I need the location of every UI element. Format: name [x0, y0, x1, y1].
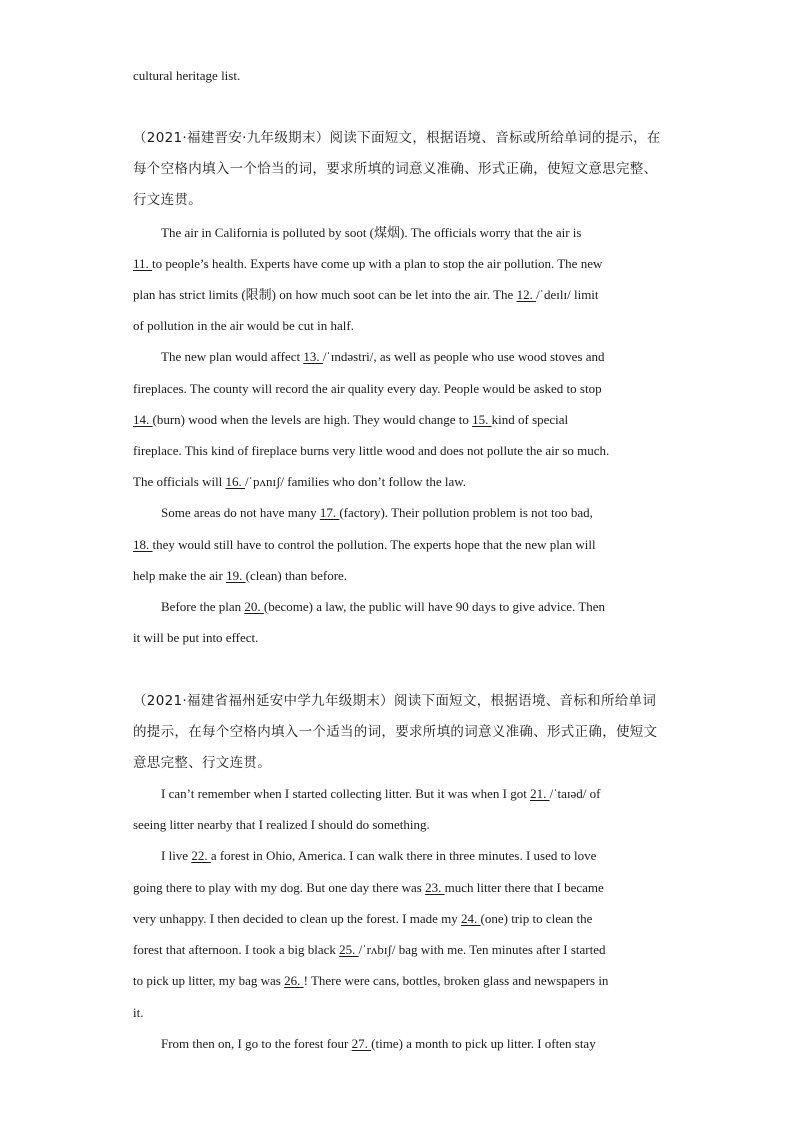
blank-19[interactable]: 19.: [226, 568, 246, 583]
blank-24[interactable]: 24.: [461, 911, 481, 926]
text: (one) trip to clean the: [480, 911, 593, 926]
passage-line: [133, 411, 568, 429]
text: (become) a law, the public will have 90 days to give advice. Then: [263, 599, 606, 614]
text: /ˈɪndəstri/, as well as people who use wood stoves and: [322, 349, 605, 364]
question-header-line: [133, 129, 661, 147]
blank-26[interactable]: 26.: [284, 973, 304, 988]
passage-line: [133, 286, 599, 304]
passage-line: [133, 255, 602, 273]
passage-line: [133, 380, 602, 398]
passage-line: [133, 816, 430, 834]
blank-11[interactable]: 11.: [133, 256, 153, 271]
text: /ˈpʌnɪʃ/ families who don’t follow the law.: [245, 474, 467, 489]
text: The air in California is polluted by soot (煤烟). The officials worry that the air is: [161, 225, 582, 240]
blank-17[interactable]: 17.: [319, 505, 340, 520]
text: it will be put into effect.: [133, 630, 259, 645]
passage-line: [133, 473, 466, 491]
passage-line: [133, 567, 347, 585]
text: it.: [133, 1005, 144, 1020]
text: (factory). Their pollution problem is not too bad,: [339, 505, 593, 520]
text: much litter there that I became: [444, 880, 604, 895]
text: to people’s health. Experts have come up with a plan to stop the air pollution. The new: [152, 256, 603, 271]
passage-line: [133, 1004, 143, 1022]
passage-line: [161, 847, 596, 865]
text: (time) a month to pick up litter. I often stay: [371, 1036, 596, 1051]
text: 意思完整、行文连贯。: [133, 755, 271, 771]
blank-20[interactable]: 20.: [244, 599, 264, 614]
text: /ˈrʌbɪʃ/ bag with me. Ten minutes after I started: [358, 942, 606, 957]
text: help make the air: [133, 568, 227, 583]
passage-line: [133, 629, 258, 647]
text: I live: [161, 848, 192, 863]
passage-line: [133, 941, 606, 959]
text: Some areas do not have many: [161, 505, 320, 520]
blank-16[interactable]: 16.: [225, 474, 246, 489]
text: cultural heritage list.: [133, 68, 241, 83]
question-header-line: [133, 160, 657, 178]
text: plan has strict limits (限制) on how much soot can be let into the air. The: [133, 287, 517, 302]
blank-21[interactable]: 21.: [530, 786, 550, 801]
text: From then on, I go to the forest four: [161, 1036, 352, 1051]
text: ! There were cans, bottles, broken glass and newspapers in: [303, 973, 609, 988]
text: to pick up litter, my bag was: [133, 973, 285, 988]
question-header-line: [133, 692, 656, 710]
text: 的提示，在每个空格内填入一个适当的词，要求所填的词意义准确、形式正确，使短文: [133, 724, 658, 740]
blank-12[interactable]: 12.: [516, 287, 537, 302]
passage-line: [161, 1035, 596, 1053]
passage-line: [161, 348, 604, 366]
passage-line: [161, 224, 581, 242]
blank-18[interactable]: 18.: [133, 537, 153, 552]
question-header-line: [133, 754, 271, 772]
text-line: [133, 67, 240, 85]
text: The new plan would affect: [161, 349, 304, 364]
text: 行文连贯。: [133, 192, 202, 208]
passage-line: [133, 536, 596, 554]
text: /ˈdeɪlɪ/ limit: [536, 287, 599, 302]
blank-22[interactable]: 22.: [191, 848, 211, 863]
passage-line: [133, 317, 354, 335]
text: Before the plan: [161, 599, 245, 614]
blank-13[interactable]: 13.: [303, 349, 323, 364]
text: （2021·福建晋安·九年级期末）阅读下面短文，根据语境、音标或所给单词的提示，在: [133, 130, 661, 146]
passage-line: [161, 598, 605, 616]
text: a forest in Ohio, America. I can walk there in three minutes. I used to love: [210, 848, 597, 863]
blank-23[interactable]: 23.: [425, 880, 445, 895]
text: going there to play with my dog. But one day there was: [133, 880, 426, 895]
text: forest that afternoon. I took a big black: [133, 942, 340, 957]
passage-line: [161, 504, 593, 522]
text: （2021·福建省福州延安中学九年级期末）阅读下面短文，根据语境、音标和所给单词: [133, 693, 657, 709]
blank-25[interactable]: 25.: [339, 942, 359, 957]
text: The officials will: [133, 474, 226, 489]
text: seeing litter nearby that I realized I should do something.: [133, 817, 430, 832]
blank-14[interactable]: 14.: [133, 412, 153, 427]
text: of pollution in the air would be cut in half.: [133, 318, 354, 333]
passage-line: [133, 972, 608, 990]
question-header-line: [133, 723, 657, 741]
text: they would still have to control the pollution. The experts hope that the new plan will: [152, 537, 596, 552]
text: very unhappy. I then decided to clean up the forest. I made my: [133, 911, 462, 926]
blank-27[interactable]: 27.: [351, 1036, 372, 1051]
text: kind of special: [491, 412, 569, 427]
passage-line: [133, 910, 592, 928]
passage-line: [161, 785, 600, 803]
text: fireplace. This kind of fireplace burns very little wood and does not pollute the air so much.: [133, 443, 610, 458]
text: I can’t remember when I started collecting litter. But it was when I got: [161, 786, 531, 801]
text: /ˈtaɪəd/ of: [549, 786, 601, 801]
text: fireplaces. The county will record the air quality every day. People would be asked to stop: [133, 381, 602, 396]
text: (clean) than before.: [245, 568, 348, 583]
question-header-line: [133, 191, 202, 209]
text: 每个空格内填入一个恰当的词，要求所填的词意义准确、形式正确，使短文意思完整、: [133, 161, 658, 177]
passage-line: [133, 879, 604, 897]
passage-line: [133, 442, 609, 460]
text: (burn) wood when the levels are high. They would change to: [152, 412, 473, 427]
blank-15[interactable]: 15.: [472, 412, 492, 427]
